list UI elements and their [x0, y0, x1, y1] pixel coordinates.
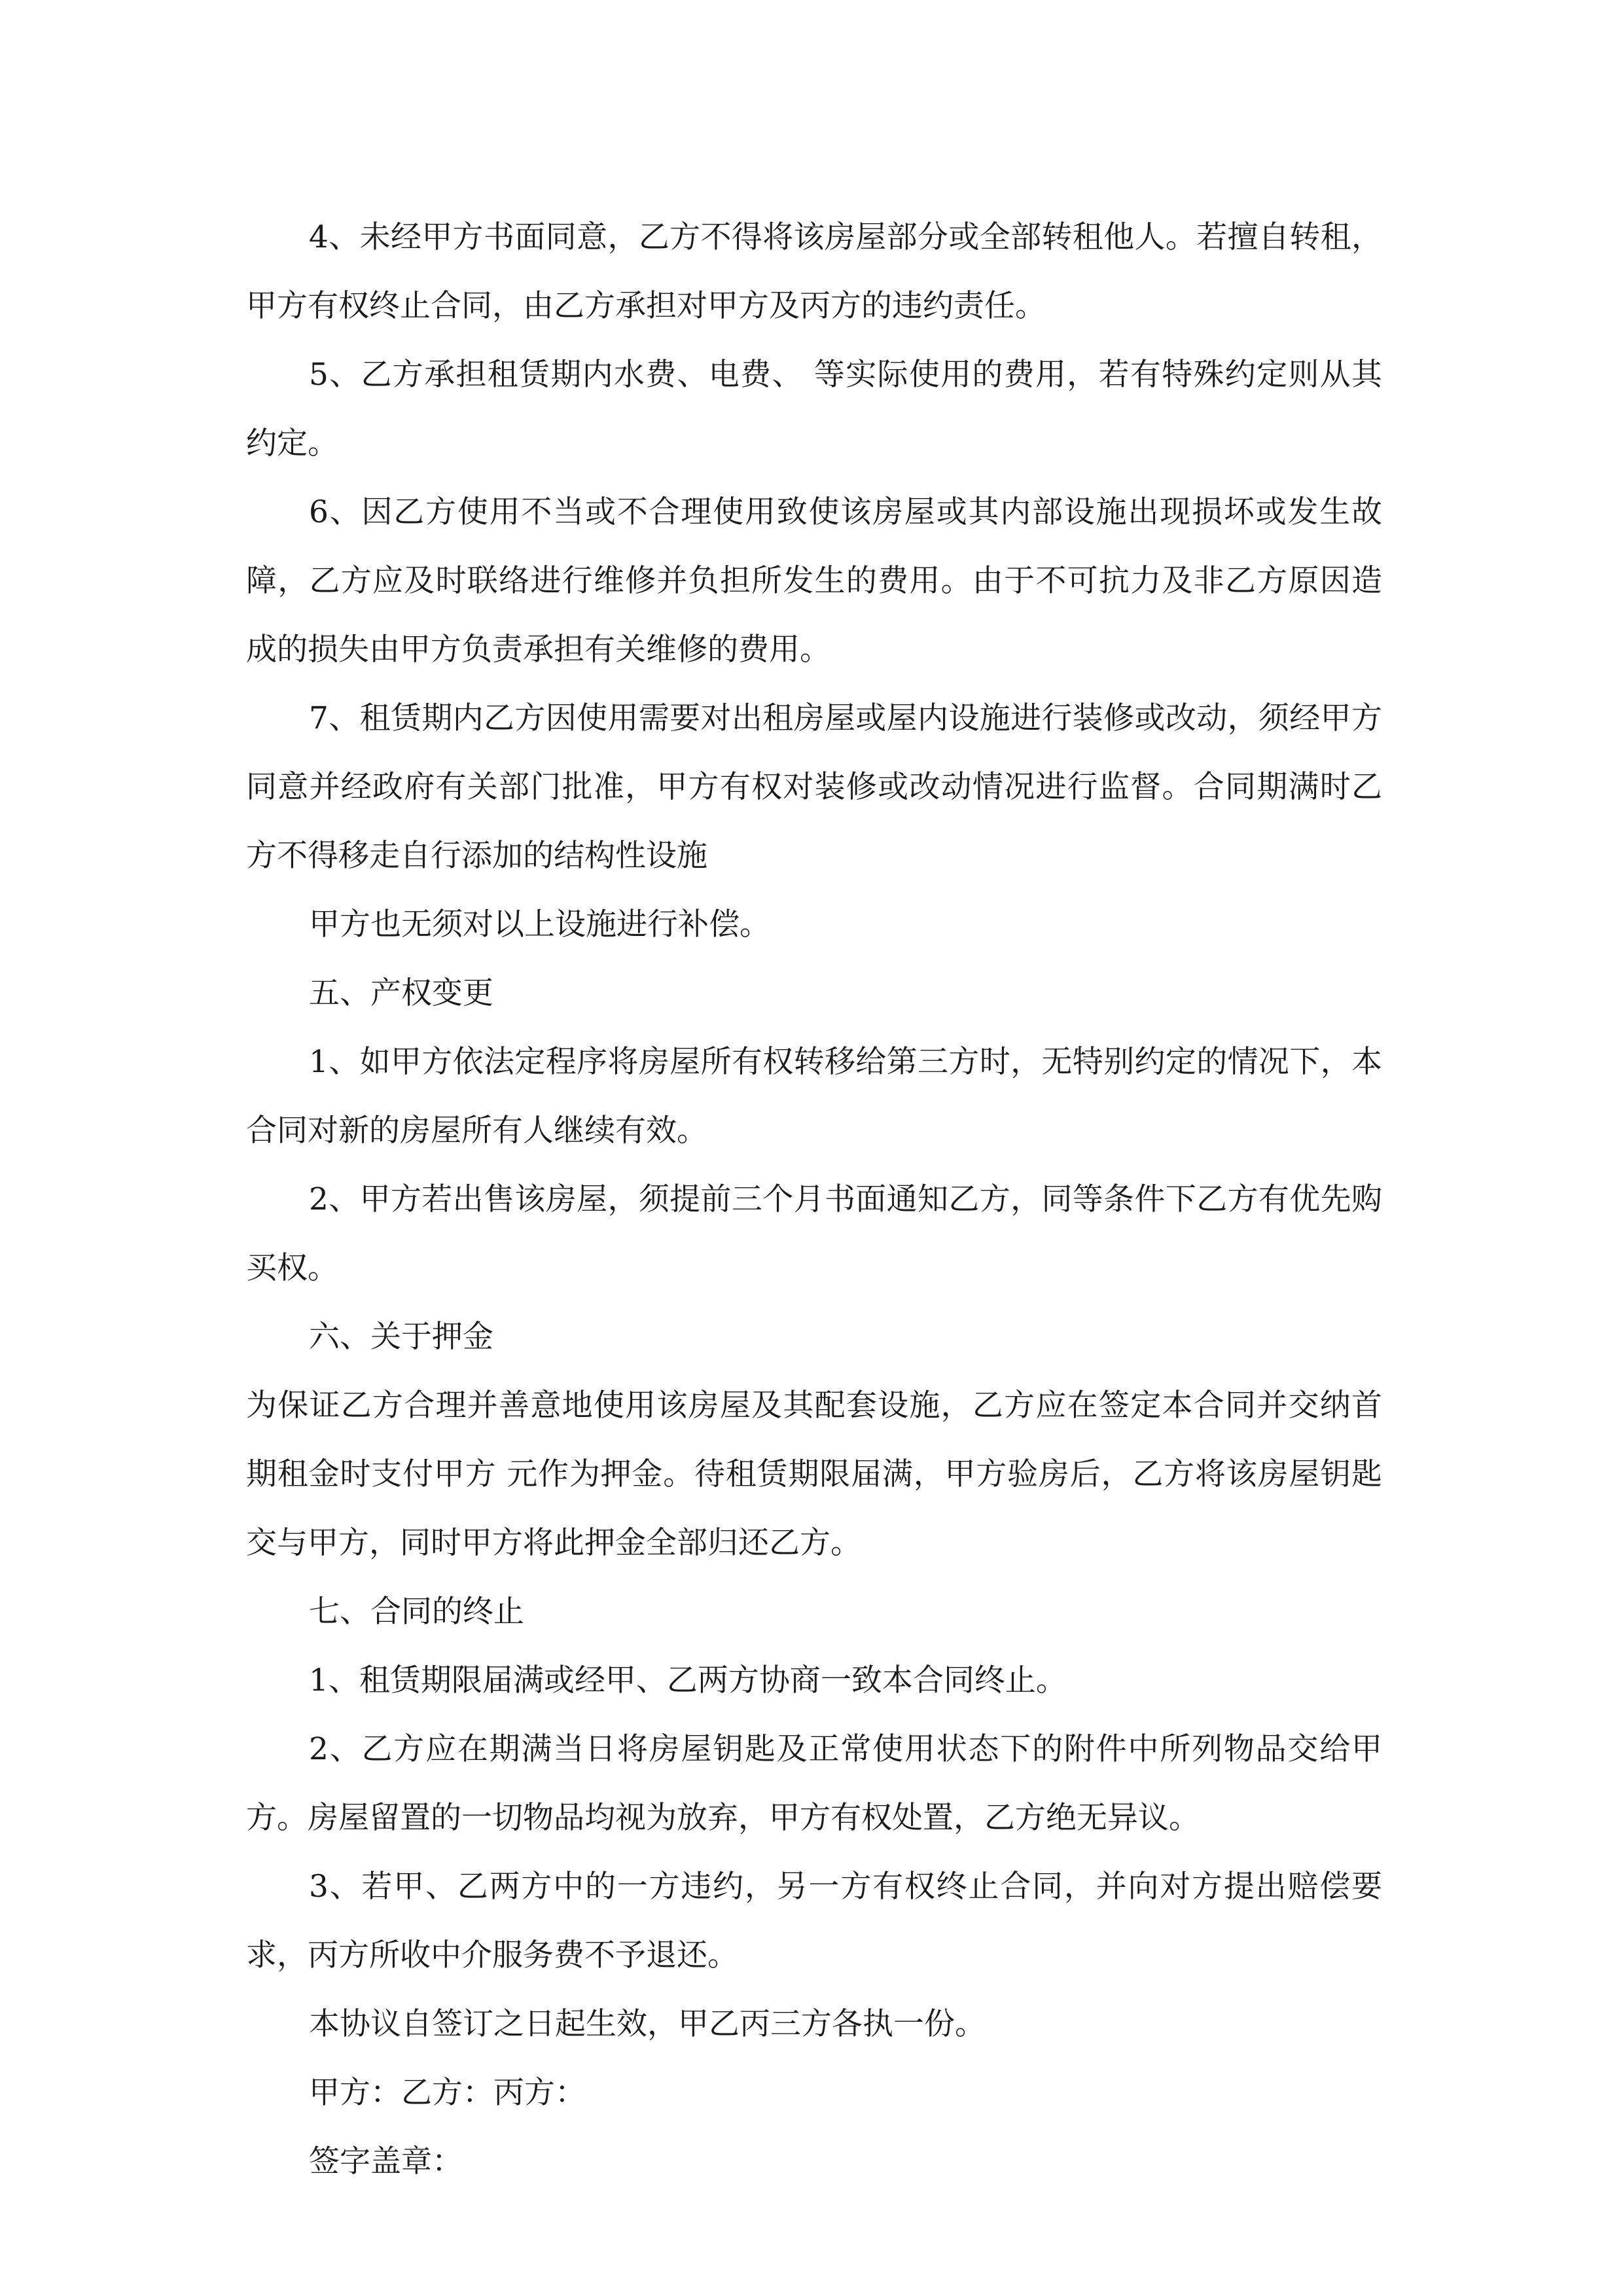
signature-line: 签字盖章： [309, 2144, 463, 2179]
effective-clause: 本协议自签订之日起生效，甲乙丙三方各执一份。 [309, 2006, 986, 2042]
termination-clause-1: 1、租赁期限届满或经甲、乙两方协商一致本合同终止。 [309, 1662, 1067, 1698]
property-rights-clause-2: 2、甲方若出售该房屋，须提前三个月书面通知乙方，同等条件下乙方有优先购买权。 [246, 1181, 1382, 1286]
clause-7-no-compensation: 甲方也无须对以上设施进行补偿。 [309, 906, 770, 942]
deposit-clause: 为保证乙方合理并善意地使用该房屋及其配套设施，乙方应在签定本合同并交纳首期租金时支付甲方 元作为押金。待租赁期限届满，甲方验房后，乙方将该房屋钥匙交与甲方，同时甲方将此押金全部归还乙方。 [246, 1388, 1382, 1561]
section-heading-termination: 七、合同的终止 [309, 1594, 524, 1630]
document-body [246, 203, 1382, 2196]
clause-5-utility-fees: 5、乙方承担租赁期内水费、电费、 等实际使用的费用，若有特殊约定则从其约定。 [246, 357, 1382, 461]
termination-clause-2: 2、乙方应在期满当日将房屋钥匙及正常使用状态下的附件中所列物品交给甲方。房屋留置的一切物品均视为放弃，甲方有权处置，乙方绝无异议。 [246, 1731, 1382, 1836]
section-heading-property-rights: 五、产权变更 [309, 975, 493, 1011]
parties-line: 甲方：乙方：丙方： [309, 2075, 586, 2111]
property-rights-clause-1: 1、如甲方依法定程序将房屋所有权转移给第三方时，无特别约定的情况下，本合同对新的房屋所有人继续有效。 [246, 1044, 1382, 1149]
clause-6-repairs: 6、因乙方使用不当或不合理使用致使该房屋或其内部设施出现损坏或发生故障，乙方应及时联络进行维修并负担所发生的费用。由于不可抗力及非乙方原因造成的损失由甲方负责承担有关维修的费用。 [246, 494, 1382, 668]
section-heading-deposit: 六、关于押金 [309, 1319, 493, 1355]
termination-clause-3: 3、若甲、乙两方中的一方违约，另一方有权终止合同，并向对方提出赔偿要求，丙方所收中介服务费不予退还。 [246, 1869, 1382, 1973]
clause-4-sublease: 4、未经甲方书面同意，乙方不得将该房屋部分或全部转租他人。若擅自转租，甲方有权终止合同，由乙方承担对甲方及丙方的违约责任。 [246, 219, 1382, 324]
clause-7-renovation: 7、租赁期内乙方因使用需要对出租房屋或屋内设施进行装修或改动，须经甲方同意并经政府有关部门批准，甲方有权对装修或改动情况进行监督。合同期满时乙方不得移走自行添加的结构性设施 [246, 700, 1382, 874]
